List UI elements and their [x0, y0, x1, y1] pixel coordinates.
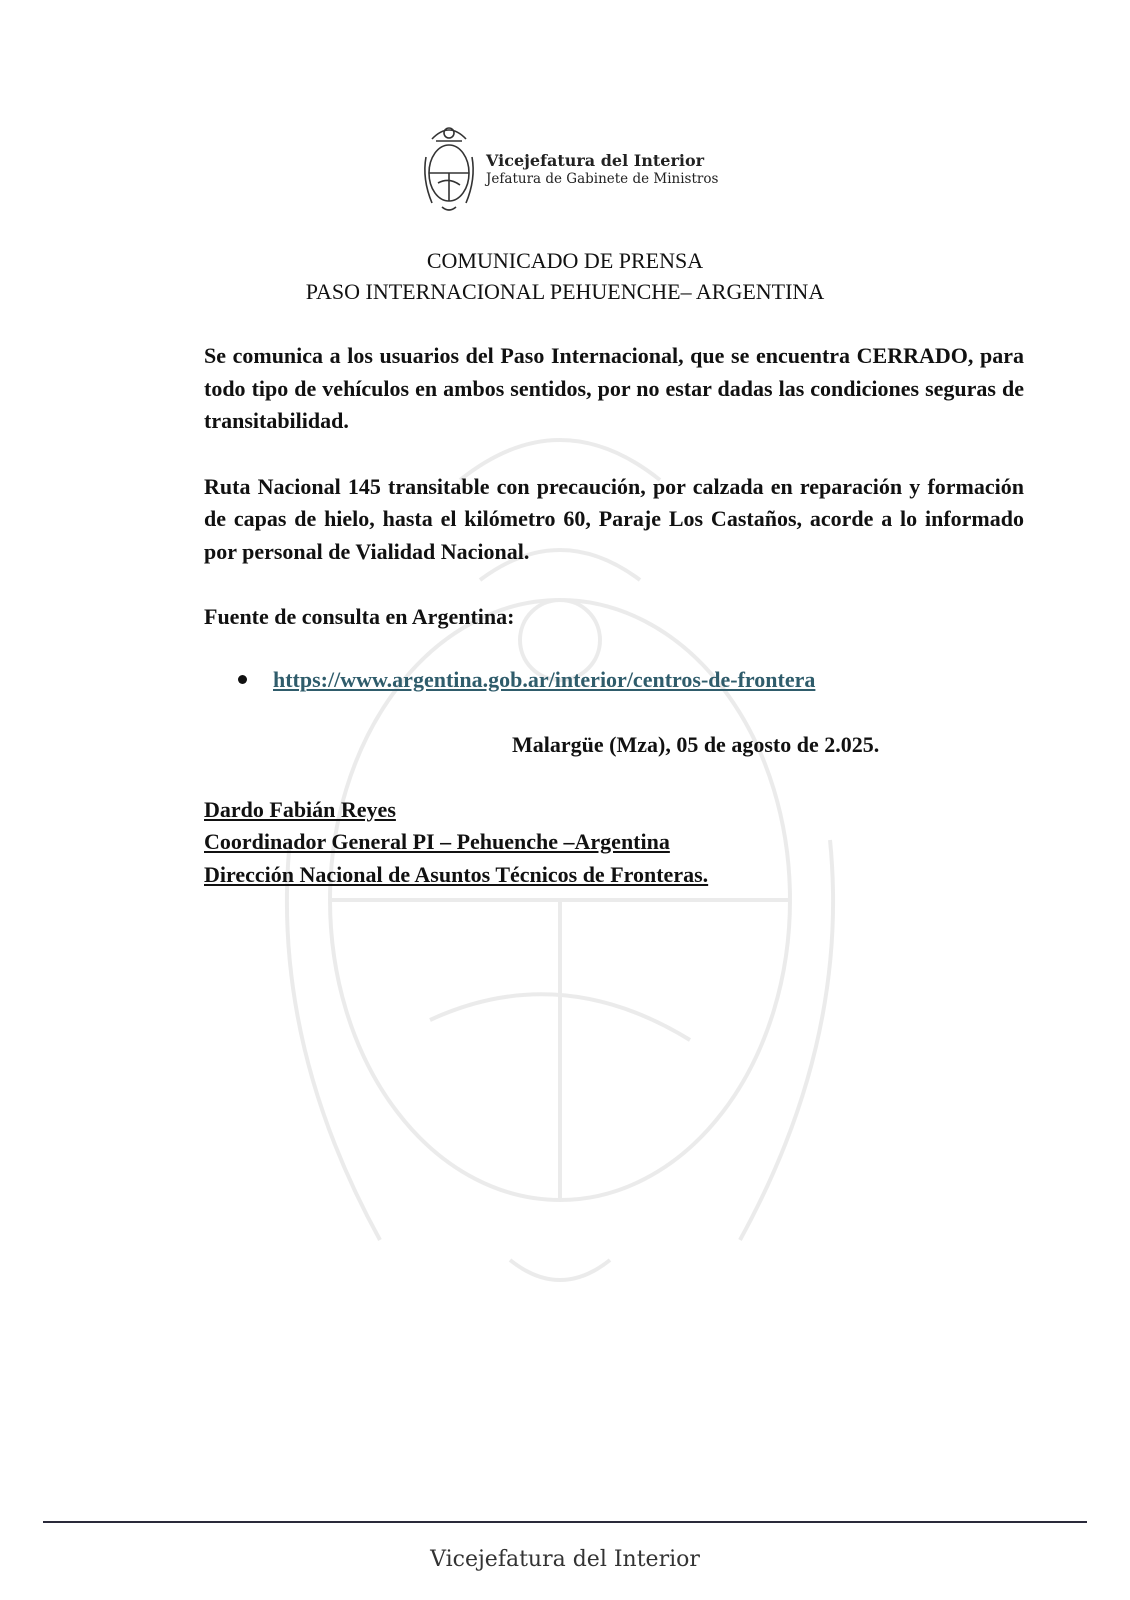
press-release-title — [0, 245, 1130, 307]
header-subtitle: Jefatura de Gabinete de Ministros — [486, 170, 719, 187]
paragraph-closure: Se comunica a los usuarios del Paso Internacional, que se encuentra CERRADO, para todo tipo de vehículos en ambos sentidos, por no estar dadas las condiciones seguras de transitabilidad. — [204, 343, 1024, 433]
bullet-icon — [238, 675, 247, 684]
title-line-2: PASO INTERNACIONAL PEHUENCHE– ARGENTINA — [305, 279, 825, 304]
signature-name: Dardo Fabián Reyes — [204, 796, 396, 822]
signature-office: Dirección Nacional de Asuntos Técnicos de Fronteras. — [204, 861, 709, 887]
page-header — [420, 117, 718, 217]
source-link[interactable]: https://www.argentina.gob.ar/interior/centros-de-frontera — [273, 666, 816, 692]
coat-of-arms-icon — [420, 117, 478, 217]
signature-position: Coordinador General PI – Pehuenche –Argentina — [204, 829, 670, 854]
header-text — [486, 151, 718, 188]
signature-block — [204, 794, 1024, 892]
document-body — [204, 340, 1024, 891]
header-title: Vicejefatura del Interior — [486, 150, 705, 170]
source-list-item — [238, 664, 1024, 697]
paragraph-route: Ruta Nacional 145 transitable con precaución, por calzada en reparación y formación de capas de hielo, hasta el kilómetro 60, Paraje Los Castaños, acorde a lo informado por personal de Vialidad Nacional. — [204, 473, 1024, 564]
source-label: Fuente de consulta en Argentina: — [204, 604, 515, 629]
title-line-1: COMUNICADO DE PRENSA — [426, 248, 704, 273]
dateline: Malargüe (Mza), 05 de agosto de 2.025. — [512, 732, 880, 757]
footer-text: Vicejefatura del Interior — [430, 1547, 700, 1572]
footer-divider — [43, 1521, 1087, 1523]
